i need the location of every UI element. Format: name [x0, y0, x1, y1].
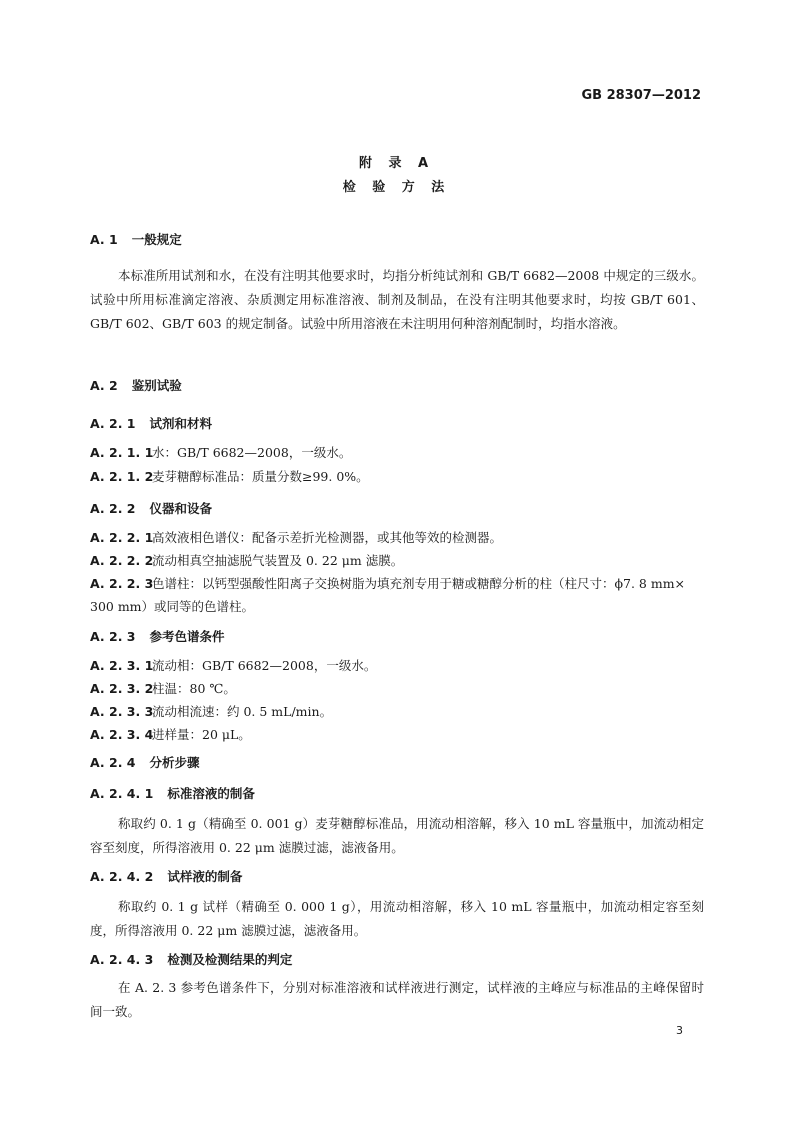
section-label: 试样液的制备: [167, 869, 243, 884]
clause: [90, 467, 369, 485]
section-label: 检测及检测结果的判定: [167, 952, 293, 967]
page-number: 3: [676, 1024, 683, 1037]
section-number: A. 2. 4. 1: [90, 786, 154, 801]
section-number: A. 2. 1: [90, 416, 136, 431]
clause-number: A. 2. 2. 2: [90, 553, 154, 568]
paragraph: 在 A. 2. 3 参考色谱条件下，分别对标准溶液和试样液进行测定，试样液的主峰应与标准品的主峰保留时间一致。: [90, 980, 704, 1019]
clause-text: 进样量：20 μL。: [152, 727, 251, 742]
section-label: 试剂和材料: [149, 416, 213, 431]
section-number: A. 2. 4. 2: [90, 869, 154, 884]
paragraph: 称取约 0. 1 g 试样（精确至 0. 000 1 g），用流动相溶解，移入 10 mL 容量瓶中，加流动相定容至刻度，所得溶液用 0. 22 μm 滤膜过滤，滤液备用。: [90, 899, 704, 938]
clause: [90, 551, 403, 569]
clause: [90, 443, 351, 461]
clause-text: 柱温：80 ℃。: [152, 681, 236, 696]
subsection-heading: [90, 867, 242, 885]
subsection-heading: [90, 414, 212, 432]
section-label: 标准溶液的制备: [167, 786, 255, 801]
clause-number: A. 2. 3. 2: [90, 681, 154, 696]
clause-number: A. 2. 1. 2: [90, 469, 154, 484]
section-label: 仪器和设备: [149, 501, 213, 516]
standard-number: GB 28307—2012: [581, 88, 701, 103]
clause-text: 水：GB/T 6682—2008，一级水。: [152, 445, 352, 460]
clause-text: 流动相：GB/T 6682—2008，一级水。: [152, 658, 377, 673]
appendix-title: 附 录 A: [358, 156, 435, 171]
clause-text: 色谱柱：以钙型强酸性阳离子交换树脂为填充剂专用于糖或糖醇分析的柱（柱尺寸：ϕ7. 8 mm×: [152, 576, 686, 591]
clause-number: A. 2. 3. 3: [90, 704, 154, 719]
clause-text: 流动相真空抽滤脱气装置及 0. 22 μm 滤膜。: [152, 553, 404, 568]
section-heading: [90, 376, 182, 394]
section-heading: [90, 230, 182, 248]
subsection-heading: [90, 784, 255, 802]
section-label: 分析步骤: [149, 755, 200, 770]
clause-text: 麦芽糖醇标准品：质量分数≥99. 0%。: [152, 469, 369, 484]
clause-text: 流动相流速：约 0. 5 mL/min。: [152, 704, 333, 719]
subsection-heading: [90, 499, 212, 517]
appendix-subtitle: 检 验 方 法: [342, 180, 451, 195]
section-number: A. 2. 4. 3: [90, 952, 154, 967]
clause-number: A. 2. 3. 4: [90, 727, 154, 742]
section-number: A. 1: [90, 232, 118, 247]
paragraph: 本标准所用试剂和水，在没有注明其他要求时，均指分析纯试剂和 GB/T 6682—2008 中规定的三级水。试验中所用标准滴定溶液、杂质测定用标准溶液、制剂及制品，在没有注明其他要求时，均按 GB/T 601、GB/T 602、GB/T 603 的规定制备。试验中所用溶液在未注明用何种溶剂配制时，均指水溶液。: [90, 268, 704, 331]
clause: [90, 702, 332, 720]
section-number: A. 2. 2: [90, 501, 136, 516]
section-label: 参考色谱条件: [149, 629, 225, 644]
section-number: A. 2. 4: [90, 755, 136, 770]
paragraph: 称取约 0. 1 g（精确至 0. 001 g）麦芽糖醇标准品，用流动相溶解，移入 10 mL 容量瓶中，加流动相定容至刻度，所得溶液用 0. 22 μm 滤膜过滤，滤液备用。: [90, 816, 704, 855]
section-number: A. 2. 3: [90, 629, 136, 644]
subsection-heading: [90, 950, 292, 968]
clause-number: A. 2. 2. 1: [90, 530, 154, 545]
clause-text: 高效液相色谱仪：配备示差折光检测器，或其他等效的检测器。: [152, 530, 503, 545]
subsection-heading: [90, 753, 200, 771]
clause-continuation: 300 mm）或同等的色谱柱。: [90, 599, 255, 614]
section-number: A. 2: [90, 378, 118, 393]
section-label: 鉴别试验: [131, 378, 182, 393]
subsection-heading: [90, 627, 225, 645]
clause: [90, 725, 251, 743]
clause-number: A. 2. 2. 3: [90, 576, 154, 591]
clause-number: A. 2. 3. 1: [90, 658, 154, 673]
clause: [90, 656, 376, 674]
clause: [90, 528, 502, 546]
clause: [90, 679, 236, 697]
clause-number: A. 2. 1. 1: [90, 445, 154, 460]
section-label: 一般规定: [131, 232, 182, 247]
clause: [90, 574, 685, 592]
